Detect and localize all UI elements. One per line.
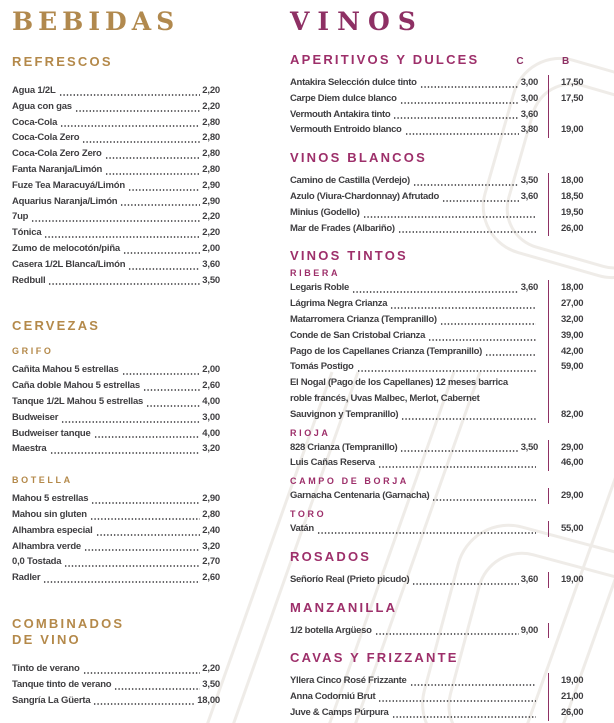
item-price: 3,50 <box>202 678 220 690</box>
item-name: Mar de Frades (Albariño) <box>290 222 395 234</box>
item-price: 2,20 <box>202 85 220 96</box>
bottle-price: 19,50 <box>548 205 596 221</box>
item-main <box>290 312 548 328</box>
dotted-leader <box>128 268 200 270</box>
section-subheading: RIBERA <box>290 268 341 279</box>
item-group <box>290 673 596 720</box>
item-name: Azulo (Viura-Chardonnay) Afrutado <box>290 190 439 202</box>
item-price: 3,60 <box>202 258 220 270</box>
menu-item-row <box>12 693 220 709</box>
item-main <box>290 407 548 423</box>
bottle-price: 19,00 <box>548 572 596 588</box>
dotted-leader <box>128 189 200 191</box>
dotted-leader <box>44 236 200 238</box>
bottle-price <box>548 391 596 407</box>
item-main <box>290 280 548 296</box>
dotted-leader <box>48 283 200 285</box>
menu-item-row <box>12 410 220 426</box>
menu-item-row <box>290 312 596 328</box>
item-name: Garnacha Centenaria (Garnacha) <box>290 490 430 502</box>
menu-item-row <box>12 162 220 178</box>
dotted-leader <box>93 703 195 705</box>
menu-item-row <box>290 391 596 407</box>
item-name: Vatán <box>290 522 314 534</box>
bottle-price: 55,00 <box>548 521 596 537</box>
item-name: Conde de San Cristobal Crianza <box>290 329 426 341</box>
item-group <box>290 623 596 639</box>
menu-item-row <box>12 394 220 410</box>
dotted-leader <box>146 405 200 407</box>
menu-item-row <box>12 130 220 146</box>
item-price: 2,20 <box>202 100 220 112</box>
item-main <box>290 705 548 721</box>
dotted-leader <box>375 633 519 635</box>
item-main <box>290 623 548 639</box>
item-price: 2,20 <box>202 211 220 223</box>
menu-item-row <box>12 362 220 378</box>
right-column-sections <box>290 53 596 721</box>
dotted-leader <box>428 339 536 341</box>
item-price: 2,60 <box>202 572 220 584</box>
bottle-price: 19,00 <box>548 673 596 689</box>
dotted-leader <box>392 716 536 718</box>
dotted-leader <box>413 184 519 186</box>
section-subheading: BOTELLA <box>12 475 73 486</box>
dotted-leader <box>410 684 537 686</box>
dotted-leader <box>83 672 201 674</box>
dotted-leader <box>105 173 200 175</box>
menu-item-row <box>12 507 220 523</box>
menu-item-row <box>290 572 596 588</box>
item-name: Alhambra verde <box>12 540 82 552</box>
dotted-leader <box>114 688 200 690</box>
dotted-leader <box>400 102 519 104</box>
glass-price: 3,50 <box>520 441 538 453</box>
glass-price: 3,00 <box>520 77 538 88</box>
glass-price: 3,60 <box>520 282 538 294</box>
item-price: 3,20 <box>202 540 220 552</box>
glass-price: 3,50 <box>520 175 538 187</box>
item-price: 2,80 <box>202 148 220 160</box>
bottle-price: 42,00 <box>548 344 596 360</box>
item-name: Sauvignon y Tempranillo) <box>290 408 399 420</box>
item-name: Minius (Godello) <box>290 206 360 218</box>
item-price: 2,90 <box>202 195 220 207</box>
item-name: Zumo de melocotón/piña <box>12 242 121 254</box>
item-name: Tanque tinto de verano <box>12 678 112 690</box>
section-heading: VINOS BLANCOS <box>290 150 427 166</box>
item-main <box>290 173 548 189</box>
item-main <box>290 488 548 504</box>
dotted-leader <box>442 200 519 202</box>
bottle-price: 26,00 <box>548 705 596 721</box>
dotted-leader <box>440 323 536 325</box>
bottle-price: 82,00 <box>548 407 596 423</box>
menu-item-row <box>290 359 596 375</box>
section-heading: REFRESCOS <box>12 54 113 69</box>
bottle-price-column-label: B <box>562 56 570 67</box>
dotted-leader <box>390 307 536 309</box>
item-name: El Nogal (Pago de los Capellanes) 12 meses barrica <box>290 377 508 389</box>
menu-item-row <box>290 328 596 344</box>
menu-item-row <box>12 178 220 194</box>
bottle-price: 18,00 <box>548 173 596 189</box>
item-name: Pago de los Capellanes Crianza (Tempranillo) <box>290 345 482 357</box>
section-heading-row <box>290 601 596 615</box>
item-main <box>290 375 548 391</box>
item-main <box>290 455 548 471</box>
item-name: Redbull <box>12 274 46 286</box>
item-name: Camino de Castilla (Verdejo) <box>290 175 410 187</box>
dotted-leader <box>143 389 200 391</box>
dotted-leader <box>75 110 200 112</box>
item-name: Legaris Roble <box>290 282 349 294</box>
dotted-leader <box>90 518 200 520</box>
menu-item-row <box>290 221 596 237</box>
item-price: 18,00 <box>197 694 220 706</box>
dotted-leader <box>123 252 200 254</box>
item-name: Radler <box>12 572 41 584</box>
section-subheading: TORO <box>290 508 327 519</box>
menu-item-row <box>12 257 220 273</box>
item-main <box>290 440 548 456</box>
item-main <box>290 91 548 107</box>
item-name: Aquarius Naranja/Limón <box>12 195 118 207</box>
section-subheading: RIOJA <box>290 427 331 438</box>
menu-item-row <box>290 122 596 138</box>
menu-item-row <box>12 83 220 99</box>
item-name: Casera 1/2L Blanca/Limón <box>12 258 126 270</box>
glass-price: 3,80 <box>520 124 538 136</box>
item-name: Antakira Selección dulce tinto <box>290 77 417 88</box>
menu-item-row <box>12 661 220 677</box>
item-group <box>290 75 596 138</box>
dotted-leader <box>31 220 200 222</box>
item-price: 2,90 <box>202 179 220 191</box>
item-name: 7up <box>12 211 29 223</box>
item-name: Carpe Diem dulce blanco <box>290 92 397 104</box>
bottle-price: 21,00 <box>548 689 596 705</box>
item-price: 2,80 <box>202 132 220 144</box>
item-price: 2,90 <box>202 493 220 505</box>
dotted-leader <box>432 499 536 501</box>
item-price: 2,20 <box>202 227 220 239</box>
bottle-price: 19,00 <box>548 122 596 138</box>
glass-price: 9,00 <box>520 624 538 636</box>
item-price: 3,50 <box>202 274 220 286</box>
item-name: Budweiser tanque <box>12 427 91 439</box>
item-name: Sangría La Güerta <box>12 694 91 706</box>
menu-item-row <box>12 146 220 162</box>
bottle-price: 46,00 <box>548 455 596 471</box>
menu-item-row <box>290 75 596 91</box>
item-name: Budweiser <box>12 411 59 423</box>
menu-item-row <box>12 115 220 131</box>
menu-item-row <box>290 521 596 537</box>
dotted-leader <box>400 450 518 452</box>
item-group <box>290 488 596 504</box>
dotted-leader <box>485 354 536 356</box>
section-heading-row <box>290 249 596 263</box>
menu-item-row <box>290 689 596 705</box>
item-main <box>290 391 548 407</box>
section-heading-row <box>290 651 596 665</box>
dotted-leader <box>393 117 518 119</box>
section-heading-row <box>290 53 596 67</box>
dotted-leader <box>43 581 200 583</box>
section-heading-row <box>290 550 596 564</box>
item-main <box>290 189 548 205</box>
menu-item-row <box>12 677 220 693</box>
dotted-leader <box>94 436 201 438</box>
menu-item-row <box>12 194 220 210</box>
menu-item-row <box>290 407 596 423</box>
item-name: 1/2 botella Argüeso <box>290 624 372 636</box>
dotted-leader <box>96 534 201 536</box>
item-main <box>290 122 548 138</box>
item-main <box>290 296 548 312</box>
item-main <box>290 521 548 537</box>
item-price: 2,80 <box>202 116 220 128</box>
menu-item-row <box>12 523 220 539</box>
item-name: Tinto de verano <box>12 662 80 674</box>
item-name: 0,0 Tostada <box>12 556 62 568</box>
bottle-price: 32,00 <box>548 312 596 328</box>
bottle-price: 29,00 <box>548 440 596 456</box>
dotted-leader <box>120 204 200 206</box>
item-name: Coca-Cola <box>12 116 58 128</box>
section-heading: MANZANILLA <box>290 599 398 615</box>
menu-item-row <box>290 344 596 360</box>
bottle-price: 29,00 <box>548 488 596 504</box>
item-name: Señorío Real (Prieto picudo) <box>290 573 410 585</box>
item-group <box>290 280 596 422</box>
item-group <box>290 173 596 236</box>
item-main <box>290 673 548 689</box>
dotted-leader <box>401 418 536 420</box>
glass-price: 3,60 <box>520 573 538 585</box>
item-name: roble francés, Uvas Malbec, Merlot, Cabernet <box>290 392 480 404</box>
bottle-price: 18,50 <box>548 189 596 205</box>
menu-item-row <box>12 570 220 586</box>
bottle-price: 18,00 <box>548 280 596 296</box>
item-main <box>290 107 548 123</box>
section-subheading: CAMPO DE BORJA <box>290 476 409 487</box>
item-name: Juve & Camps Púrpura <box>290 706 389 718</box>
dotted-leader <box>398 231 536 233</box>
item-name: Matarromera Crianza (Tempranillo) <box>290 313 437 325</box>
item-name: Maestra <box>12 443 47 455</box>
menu-item-row <box>12 273 220 289</box>
menu-item-row <box>12 426 220 442</box>
menu-item-row <box>290 455 596 471</box>
bottle-price: 26,00 <box>548 221 596 237</box>
item-name: Anna Codorniú Brut <box>290 691 376 703</box>
section-heading: CAVAS Y FRIZZANTE <box>290 650 459 666</box>
dotted-leader <box>59 94 201 96</box>
menu-item-row <box>290 173 596 189</box>
bottle-price: 39,00 <box>548 328 596 344</box>
item-group <box>290 521 596 537</box>
dotted-leader <box>105 157 201 159</box>
item-price: 2,00 <box>202 364 220 376</box>
menu-item-row <box>12 539 220 555</box>
dotted-leader <box>317 532 536 534</box>
dotted-leader <box>122 373 201 375</box>
item-name: Fanta Naranja/Limón <box>12 163 103 175</box>
item-price: 2,80 <box>202 163 220 175</box>
item-main <box>290 572 548 588</box>
glass-price-column-label: C <box>516 56 524 67</box>
item-main <box>290 75 548 91</box>
glass-price: 3,60 <box>520 190 538 202</box>
dotted-leader <box>91 502 200 504</box>
dotted-leader <box>357 370 537 372</box>
glass-price: 3,00 <box>520 92 538 104</box>
section-heading: CERVEZAS <box>12 318 101 334</box>
dotted-leader <box>60 125 200 127</box>
item-group <box>12 362 220 457</box>
item-main <box>290 221 548 237</box>
item-price: 3,00 <box>202 411 220 423</box>
menu-item-row <box>290 280 596 296</box>
bottle-price: 27,00 <box>548 296 596 312</box>
item-name: Coca-Cola Zero Zero <box>12 148 102 160</box>
item-price: 2,60 <box>202 380 220 392</box>
item-name: Luis Cañas Reserva <box>290 457 375 469</box>
dotted-leader <box>378 466 536 468</box>
dotted-leader <box>82 141 200 143</box>
bottle-price <box>548 375 596 391</box>
item-name: Tanque 1/2L Mahou 5 estrellas <box>12 395 144 407</box>
item-price: 2,20 <box>202 662 220 674</box>
item-price: 4,00 <box>202 427 220 439</box>
item-name: 828 Crianza (Tempranillo) <box>290 441 398 453</box>
dotted-leader <box>420 86 519 88</box>
item-name: Lágrima Negra Crianza <box>290 298 388 310</box>
item-name: Tónica <box>12 227 42 239</box>
item-price: 4,00 <box>202 395 220 407</box>
menu-item-row <box>12 209 220 225</box>
dotted-leader <box>378 700 536 702</box>
section-heading-row <box>290 151 596 165</box>
bottle-price: 17,50 <box>548 75 596 91</box>
menu-item-row <box>290 296 596 312</box>
item-group <box>12 661 220 708</box>
glass-price: 3,60 <box>520 108 538 120</box>
menu-item-row <box>290 705 596 721</box>
item-price: 3,20 <box>202 443 220 455</box>
menu-item-row <box>12 241 220 257</box>
item-price: 2,00 <box>202 242 220 254</box>
menu-item-row <box>12 491 220 507</box>
dotted-leader <box>64 565 200 567</box>
item-main <box>290 205 548 221</box>
bottle-price <box>548 107 596 123</box>
menu-item-row <box>12 99 220 115</box>
menu-item-row <box>12 441 220 457</box>
menu-item-row <box>290 375 596 391</box>
menu-item-row <box>290 673 596 689</box>
item-name: Yllera Cinco Rosé Frizzante <box>290 675 407 687</box>
dotted-leader <box>61 421 200 423</box>
item-group <box>12 83 220 288</box>
menu-item-row <box>290 107 596 123</box>
dotted-leader <box>50 452 201 454</box>
item-main <box>290 328 548 344</box>
item-name: Mahou 5 estrellas <box>12 493 89 505</box>
menu-item-row <box>290 91 596 107</box>
section-subheading: GRIFO <box>12 346 54 357</box>
item-price: 2,40 <box>202 524 220 536</box>
dotted-leader <box>363 216 536 218</box>
section-heading: COMBINADOS DE VINO <box>12 615 125 647</box>
item-name: Mahou sin gluten <box>12 508 87 520</box>
dotted-leader <box>352 291 519 293</box>
bottle-price <box>548 623 596 639</box>
left-column-sections <box>12 54 220 708</box>
dotted-leader <box>412 583 518 585</box>
item-name: Agua 1/2L <box>12 85 56 96</box>
item-name: Tomás Postigo <box>290 361 354 373</box>
dotted-leader <box>405 133 519 135</box>
left-column <box>12 6 220 721</box>
menu-item-row <box>290 488 596 504</box>
item-price: 2,80 <box>202 508 220 520</box>
item-name: Agua con gas <box>12 100 72 112</box>
menu-item-row <box>290 623 596 639</box>
item-price: 2,70 <box>202 556 220 568</box>
item-name: Caña doble Mahou 5 estrellas <box>12 380 140 392</box>
right-column-title: VINOS <box>290 7 424 36</box>
bottle-price: 17,50 <box>548 91 596 107</box>
item-main <box>290 359 548 375</box>
menu-item-row <box>12 554 220 570</box>
bottle-price: 59,00 <box>548 359 596 375</box>
right-column <box>290 6 596 721</box>
item-group <box>290 572 596 588</box>
menu-item-row <box>290 189 596 205</box>
item-name: Cañita Mahou 5 estrellas <box>12 364 119 376</box>
dotted-leader <box>84 549 200 551</box>
item-main <box>290 689 548 705</box>
menu-item-row <box>290 205 596 221</box>
menu-item-row <box>12 378 220 394</box>
item-main <box>290 344 548 360</box>
section-heading: APERITIVOS Y DULCES <box>290 52 480 67</box>
item-group <box>12 491 220 586</box>
item-name: Vermouth Antakira tinto <box>290 108 391 120</box>
item-name: Fuze Tea Maracuyá/Limón <box>12 179 125 191</box>
menu-item-row <box>12 225 220 241</box>
left-column-title: BEBIDAS <box>12 7 180 36</box>
item-name: Coca-Cola Zero <box>12 132 80 144</box>
item-name: Alhambra especial <box>12 524 93 536</box>
section-heading: VINOS TINTOS <box>290 248 408 264</box>
section-heading: ROSADOS <box>290 548 372 564</box>
item-name: Vermouth Entroido blanco <box>290 124 402 136</box>
item-group <box>290 440 596 472</box>
menu-item-row <box>290 440 596 456</box>
